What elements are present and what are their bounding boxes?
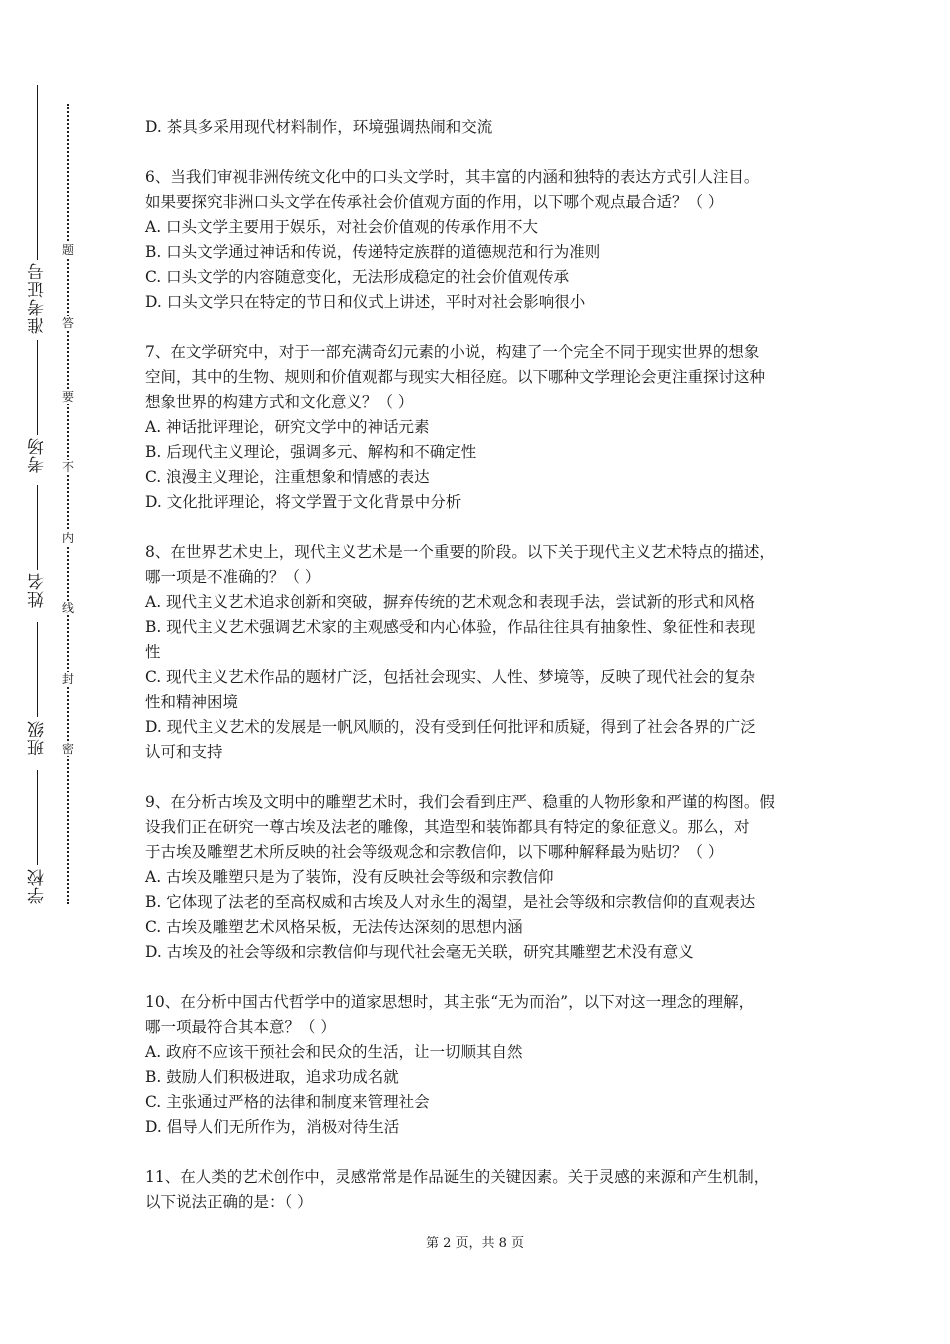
option-d: D. 茶具多采用现代材料制作，环境强调热闹和交流 [145,118,493,136]
option-c-cont: 性和精神困境 [145,693,239,711]
binding-label-school [22,868,52,904]
option-d-cont: 认可和支持 [145,743,223,761]
question-stem: 设我们正在研究一尊古埃及法老的雕像，其造型和装饰都具有特定的象征意义。那么，对 [145,818,750,836]
question-6 [145,165,815,315]
question-9 [145,790,815,965]
question-7 [145,340,815,515]
seal-dotted-line [67,104,69,904]
label-exam-room: 考场 [27,437,48,473]
seal-char: 要 [61,390,74,404]
option-b: B. 它体现了法老的至高权威和古埃及人对永生的渴望，是社会等级和宗教信仰的直观表达 [145,893,756,911]
option-c: C. 现代主义艺术作品的题材广泛，包括社会现实、人性、梦境等，反映了现代社会的复杂 [145,668,756,686]
binding-line [37,770,38,865]
option-a: A. 现代主义艺术追求创新和突破，摒弃传统的艺术观念和表现手法，尝试新的形式和风格 [145,593,756,611]
binding-label-class [22,720,52,756]
question-10 [145,990,815,1140]
option-d: D. 文化批评理论，将文学置于文化背景中分析 [145,493,462,511]
option-b: B. 现代主义艺术强调艺术家的主观感受和内心体验，作品往往具有抽象性、象征性和表现 [145,618,756,636]
binding-line [37,622,38,717]
question-stem: 哪一项是不准确的？（ ） [145,568,321,586]
option-c: C. 主张通过严格的法律和制度来管理社会 [145,1093,430,1111]
question-stem: 8、在世界艺术史上，现代主义艺术是一个重要的阶段。以下关于现代主义艺术特点的描述， [145,543,775,561]
question-stem: 9、在分析古埃及文明中的雕塑艺术时，我们会看到庄严、稳重的人物形象和严谨的构图。假 [145,793,775,811]
question-stem: 空间，其中的生物、规则和价值观都与现实大相径庭。以下哪种文学理论会更注重探讨这种 [145,368,766,386]
binding-label-name [22,572,52,608]
label-exam-id: 准考证号 [27,262,48,334]
binding-line [37,85,38,260]
label-class: 班级 [27,720,48,756]
binding-line [37,485,38,570]
binding-label-room [22,437,52,473]
seal-char: 线 [61,601,74,615]
label-name: 姓名 [27,572,48,608]
option-b-cont: 性 [145,643,161,661]
option-d: D. 口头文学只在特定的节日和仪式上讲述，平时对社会影响很小 [145,293,586,311]
option-d: D. 现代主义艺术的发展是一帆风顺的，没有受到任何批评和质疑，得到了社会各界的广泛 [145,718,756,736]
question-stem: 7、在文学研究中，对于一部充满奇幻元素的小说，构建了一个完全不同于现实世界的想象 [145,343,760,361]
option-c: C. 口头文学的内容随意变化，无法形成稳定的社会价值观传承 [145,268,570,286]
question-stem: 想象世界的构建方式和文化意义？（ ） [145,393,414,411]
page-footer: 第 2 页，共 8 页 [425,1236,525,1251]
seal-char: 内 [61,531,74,545]
question-5-tail [145,115,815,140]
question-8 [145,540,815,765]
question-11 [145,1165,815,1215]
seal-char: 不 [61,460,74,474]
label-school: 学校 [27,868,48,904]
question-stem: 如果要探究非洲口头文学在传承社会价值观方面的作用，以下哪个观点最合适？（ ） [145,193,724,211]
question-stem: 11、在人类的艺术创作中，灵感常常是作品诞生的关键因素。关于灵感的来源和产生机制， [145,1168,770,1186]
seal-char: 答 [61,316,74,330]
option-b: B. 后现代主义理论，强调多元、解构和不确定性 [145,443,477,461]
option-a: A. 政府不应该干预社会和民众的生活，让一切顺其自然 [145,1043,523,1061]
question-stem: 以下说法正确的是：（ ） [145,1193,313,1211]
question-stem: 10、在分析中国古代哲学中的道家思想时，其主张“无为而治”，以下对这一理念的理解， [145,993,755,1011]
option-a: A. 口头文学主要用于娱乐，对社会价值观的传承作用不大 [145,218,539,236]
option-c: C. 浪漫主义理论，注重想象和情感的表达 [145,468,430,486]
question-list [145,115,815,1215]
seal-char: 题 [61,243,74,257]
option-d: D. 倡导人们无所作为，消极对待生活 [145,1118,400,1136]
question-stem: 于古埃及雕塑艺术所反映的社会等级观念和宗教信仰，以下哪种解释最为贴切？（ ） [145,843,724,861]
option-c: C. 古埃及雕塑艺术风格呆板，无法传达深刻的思想内涵 [145,918,523,936]
option-b: B. 鼓励人们积极进取，追求功成名就 [145,1068,399,1086]
option-b: B. 口头文学通过神话和传说，传递特定族群的道德规范和行为准则 [145,243,601,261]
option-d: D. 古埃及的社会等级和宗教信仰与现代社会毫无关联，研究其雕塑艺术没有意义 [145,943,694,961]
question-stem: 6、当我们审视非洲传统文化中的口头文学时，其丰富的内涵和独特的表达方式引人注目。 [145,168,760,186]
question-stem: 哪一项最符合其本意？（ ） [145,1018,336,1036]
binding-label-exam-id [22,262,52,334]
option-a: A. 神话批评理论，研究文学中的神话元素 [145,418,430,436]
option-a: A. 古埃及雕塑只是为了装饰，没有反映社会等级和宗教信仰 [145,868,554,886]
seal-char: 密 [61,742,74,756]
seal-char: 封 [61,672,74,686]
binding-line [37,340,38,435]
